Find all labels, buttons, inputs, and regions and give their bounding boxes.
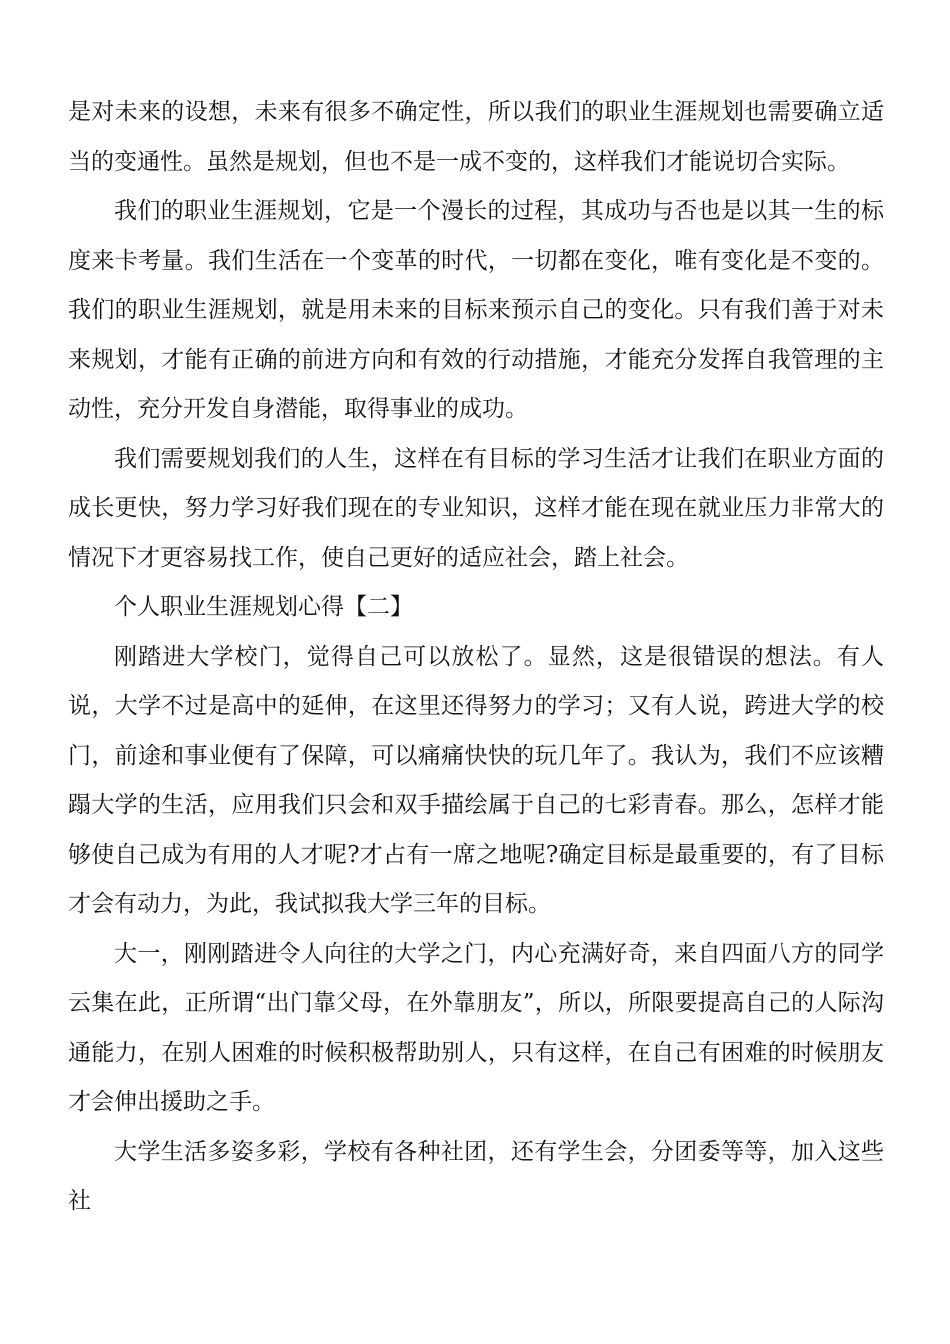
paragraph: 刚踏进大学校门，觉得自己可以放松了。显然，这是很错误的想法。有人说，大学不过是高中的延伸，在这里还得努力的学习；又有人说，跨进大学的校门，前途和事业便有了保障，可以痛痛快快的玩几年了。我认为，我们不应该糟蹋大学的生活，应用我们只会和双手描绘属于自己的七彩青春。那么，怎样才能够使自己成为有用的人才呢?才占有一席之地呢?确定目标是最重要的，有了目标才会有动力，为此，我试拟我大学三年的目标。 bbox=[68, 643, 884, 917]
document-body bbox=[68, 88, 884, 1227]
paragraph: 大一，刚刚踏进令人向往的大学之门，内心充满好奇，来自四面八方的同学云集在此，正所谓“出门靠父母，在外靠朋友”，所以，所限要提高自己的人际沟通能力，在别人困难的时候积极帮助别人，只有这样，在自己有困难的时候朋友才会伸出援助之手。 bbox=[68, 940, 884, 1115]
paragraph: 大学生活多姿多彩，学校有各种社团，还有学生会，分团委等等，加入这些社 bbox=[68, 1138, 884, 1214]
paragraph: 我们的职业生涯规划，它是一个漫长的过程，其成功与否也是以其一生的标度来卡考量。我们生活在一个变革的时代，一切都在变化，唯有变化是不变的。我们的职业生涯规划，就是用未来的目标来预示自己的变化。只有我们善于对未来规划，才能有正确的前进方向和有效的行动措施，才能充分发挥自我管理的主动性，充分开发自身潜能，取得事业的成功。 bbox=[68, 198, 884, 422]
section-heading: 个人职业生涯规划心得【二】 bbox=[114, 594, 413, 620]
paragraph-continuation: 是对未来的设想，未来有很多不确定性，所以我们的职业生涯规划也需要确立适当的变通性。虽然是规划，但也不是一成不变的，这样我们才能说切合实际。 bbox=[68, 99, 884, 175]
paragraph: 我们需要规划我们的人生，这样在有目标的学习生活才让我们在职业方面的成长更快，努力学习好我们现在的专业知识，这样才能在现在就业压力非常大的情况下才更容易找工作，使自己更好的适应社会，踏上社会。 bbox=[68, 445, 884, 571]
